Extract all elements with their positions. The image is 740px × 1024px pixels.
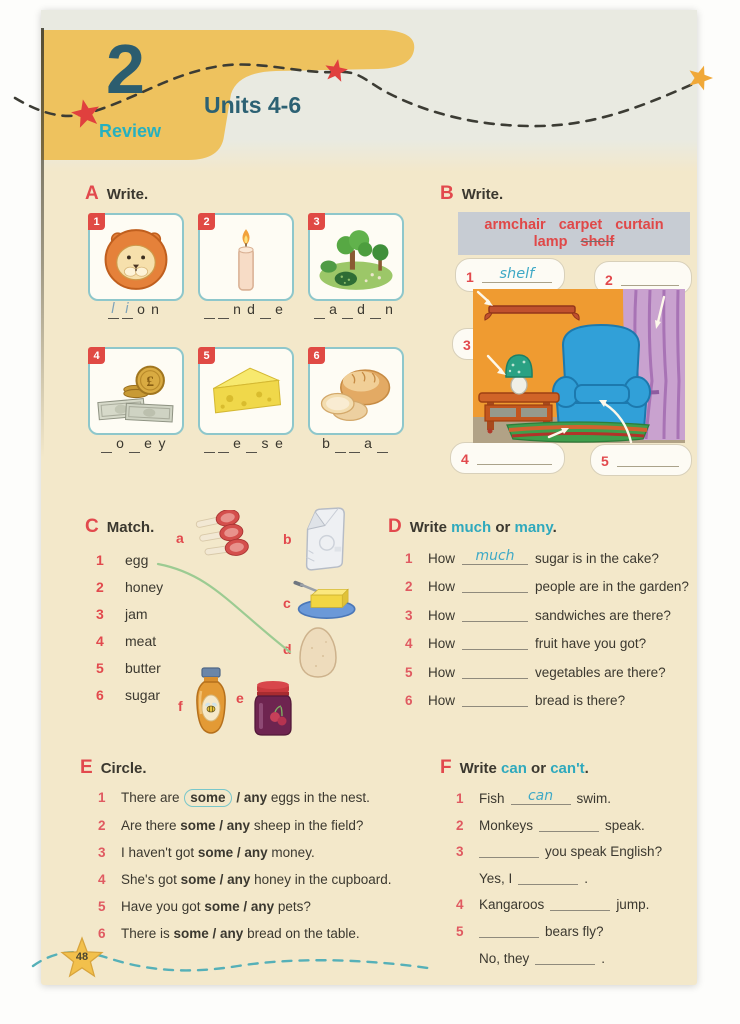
question-number: 2 — [456, 817, 464, 833]
letter-written: i — [122, 301, 133, 319]
question-text: you speak English? — [545, 844, 663, 860]
question-row — [456, 949, 694, 966]
lion-icon — [95, 224, 177, 295]
letter-blank — [335, 435, 346, 453]
answer-word — [82, 301, 186, 319]
item-number: 5 — [96, 660, 104, 676]
answer-text: much — [475, 549, 515, 564]
picture-letter: e — [236, 690, 244, 706]
letter-printed: o — [116, 435, 124, 451]
section-title: Circle. — [100, 760, 147, 777]
label-box — [455, 258, 565, 292]
section-b-header — [440, 183, 503, 205]
letter-printed: a — [364, 435, 372, 451]
letter-printed: d — [357, 301, 365, 317]
word-bank-word: lamp — [533, 234, 568, 250]
question-text: jump. — [616, 897, 650, 913]
picture-letter: b — [283, 531, 292, 547]
item-word: jam — [125, 606, 148, 622]
item-word: honey — [125, 579, 164, 595]
sentence-text: Are there some / any sheep in the field? — [121, 818, 364, 833]
page-number: 48 — [75, 951, 89, 963]
label-answer: shelf — [499, 266, 535, 282]
letter-printed: n — [151, 301, 159, 317]
title-part: Write — [409, 519, 452, 536]
word-bank — [458, 212, 690, 255]
question-text: No, they — [479, 950, 530, 966]
section-f-questions — [456, 789, 694, 966]
question-text: bread is there? — [535, 692, 626, 708]
item-word: egg — [125, 552, 149, 568]
answer-word — [192, 301, 296, 319]
question-text: vegetables are there? — [535, 664, 666, 680]
sentence-text: She's got some / any honey in the cupboard. — [121, 872, 392, 887]
answer-blank — [550, 895, 610, 911]
item-word: sugar — [125, 687, 161, 703]
letter-blank — [218, 435, 229, 453]
answer-word — [302, 301, 406, 319]
question-number: 3 — [456, 844, 464, 860]
card-number-badge: 5 — [198, 347, 215, 364]
card-number-badge: 1 — [88, 213, 105, 230]
question-text: How — [428, 664, 456, 680]
jam-icon — [248, 678, 298, 738]
sentence-row — [98, 872, 443, 888]
question-text: Kangaroos — [479, 897, 545, 913]
title-part: Write — [459, 760, 502, 777]
picture-card — [308, 347, 404, 435]
answer-word — [192, 435, 296, 453]
section-letter: C — [85, 516, 99, 537]
cheese-icon — [205, 358, 287, 429]
choice-bold: some / any — [180, 818, 251, 833]
section-c-header — [85, 516, 154, 538]
label-number: 4 — [461, 451, 469, 467]
word-bank-word: curtain — [615, 217, 664, 233]
question-number: 1 — [456, 791, 464, 806]
picture-card — [88, 347, 184, 435]
picture-letter: a — [176, 530, 184, 546]
question-number: 2 — [405, 579, 413, 595]
sentence-row — [98, 789, 443, 807]
question-row — [456, 922, 694, 939]
label-box — [590, 444, 692, 476]
letter-printed: e — [144, 435, 152, 451]
question-row — [405, 663, 697, 680]
item-number: 6 — [96, 687, 104, 703]
picture-letter: d — [283, 641, 292, 657]
question-number: 3 — [98, 845, 106, 860]
sentence-row — [98, 899, 443, 915]
word-bank-word: carpet — [558, 217, 603, 233]
sentence-text: There are some / any eggs in the nest. — [121, 790, 370, 805]
section-letter: E — [80, 757, 93, 778]
choice-bold: some / any — [204, 899, 275, 914]
garden-icon — [315, 224, 397, 295]
choice-bold: some / any — [197, 845, 268, 860]
title-part: . — [552, 519, 557, 536]
letter-blank — [129, 435, 140, 453]
label-box — [450, 442, 565, 474]
question-text: . — [584, 870, 589, 886]
money-icon — [95, 358, 177, 429]
item-number: 2 — [96, 579, 104, 595]
letter-printed: e — [275, 301, 283, 317]
question-row — [456, 789, 694, 806]
sentence-row — [98, 845, 443, 861]
picture-letter: f — [178, 698, 183, 714]
answer-blank — [462, 549, 528, 565]
question-number: 5 — [405, 664, 413, 680]
choice-bold: / any — [232, 790, 268, 805]
units-title: Units 4-6 — [204, 92, 302, 118]
letter-blank — [246, 435, 257, 453]
title-part: can't — [550, 760, 585, 777]
book-spine-shadow — [41, 28, 44, 458]
label-number: 5 — [601, 453, 609, 469]
label-number: 1 — [466, 269, 474, 285]
letter-printed: a — [329, 301, 337, 317]
answer-blank — [462, 606, 528, 622]
question-text: sandwiches are there? — [535, 607, 671, 623]
question-text: sugar is in the cake? — [535, 551, 659, 566]
section-d-questions — [405, 549, 697, 708]
letter-printed: n — [385, 301, 393, 317]
question-number: 4 — [456, 897, 464, 913]
question-text: How — [428, 551, 456, 566]
section-letter: D — [388, 516, 402, 537]
question-number: 2 — [98, 818, 106, 833]
question-row — [456, 895, 694, 912]
section-title: Write. — [461, 186, 504, 203]
candle-icon — [205, 224, 287, 295]
title-part: can — [501, 760, 527, 777]
question-text: bears fly? — [545, 923, 604, 939]
picture-card — [198, 347, 294, 435]
choice-bold: some / any — [180, 872, 251, 887]
sentence-text: I haven't got some / any money. — [121, 845, 315, 860]
question-text: speak. — [605, 817, 645, 833]
section-d-header — [388, 516, 557, 538]
question-row — [456, 869, 694, 886]
item-number: 3 — [96, 606, 104, 622]
letter-printed: e — [275, 435, 283, 451]
section-f-header — [440, 757, 589, 779]
answer-text: can — [527, 789, 554, 804]
letter-blank — [101, 435, 112, 453]
letter-printed: y — [158, 435, 166, 451]
title-part: many — [514, 519, 553, 536]
honey-icon — [191, 666, 231, 738]
card-number-badge: 6 — [308, 347, 325, 364]
letter-blank — [370, 301, 381, 319]
question-text: people are in the garden? — [535, 579, 689, 595]
answer-word — [302, 435, 406, 453]
letter-blank — [204, 301, 215, 319]
answer-blank — [535, 949, 595, 965]
letter-blank — [349, 435, 360, 453]
answer-blank — [511, 789, 571, 805]
sentence-row — [98, 818, 443, 834]
word-bank-line — [458, 217, 690, 233]
room-illustration — [473, 289, 685, 443]
label-number: 2 — [605, 272, 613, 288]
section-a-header — [85, 183, 148, 205]
answer-blank — [518, 869, 578, 885]
letter-printed: e — [233, 435, 241, 451]
section-e-sentences — [98, 789, 443, 942]
section-title: Match. — [106, 519, 155, 536]
question-number: 5 — [456, 923, 464, 939]
star-icon — [685, 62, 716, 92]
answer-blank — [539, 816, 599, 832]
letter-printed: b — [322, 435, 330, 451]
question-text: How — [428, 636, 456, 652]
answer-blank — [462, 634, 528, 650]
label-number: 3 — [463, 337, 471, 353]
question-text: Yes, I — [479, 870, 513, 886]
match-list-item — [96, 687, 163, 703]
question-row — [405, 691, 697, 708]
sentence-text: Have you got some / any pets? — [121, 899, 311, 914]
answer-word — [82, 435, 186, 453]
letter-written: l — [108, 301, 119, 319]
question-number: 3 — [405, 607, 413, 623]
label-blank — [482, 259, 552, 283]
letter-blank — [218, 301, 229, 319]
question-text: Fish — [479, 791, 505, 806]
item-number: 4 — [96, 633, 104, 649]
item-word: meat — [125, 633, 157, 649]
question-number: 5 — [98, 899, 106, 914]
label-blank — [621, 262, 679, 286]
picture-card — [88, 213, 184, 301]
letter-printed: o — [137, 301, 145, 317]
section-title: Write. — [106, 186, 149, 203]
letter-printed: d — [247, 301, 255, 317]
item-word: butter — [125, 660, 161, 676]
question-number: 6 — [405, 692, 413, 708]
question-text: How — [428, 579, 456, 595]
question-number: 6 — [98, 926, 106, 941]
letter-blank — [314, 301, 325, 319]
title-part: or — [526, 760, 551, 777]
question-text: How — [428, 692, 456, 708]
svg-text:£: £ — [146, 372, 155, 390]
letter-blank — [204, 435, 215, 453]
sentence-text: There is some / any bread on the table. — [121, 926, 360, 941]
answer-blank — [479, 842, 539, 858]
unit-number: 2 — [106, 30, 145, 108]
section-title — [410, 519, 557, 536]
armchair-illustration — [553, 325, 650, 434]
match-line-drawn — [140, 550, 320, 670]
label-blank — [617, 445, 679, 467]
picture-card — [308, 213, 404, 301]
question-number: 1 — [98, 790, 106, 805]
question-text: How — [428, 607, 456, 623]
title-part: much — [451, 519, 492, 536]
question-number: 1 — [405, 551, 413, 566]
answer-blank — [479, 922, 539, 938]
letter-blank — [342, 301, 353, 319]
question-text: Monkeys — [479, 817, 534, 833]
picture-letter: c — [283, 595, 291, 611]
question-number: 4 — [98, 872, 106, 887]
letter-blank — [260, 301, 271, 319]
section-e-header — [80, 757, 147, 779]
title-part: or — [491, 519, 515, 536]
choice-bold: some / any — [173, 926, 244, 941]
question-number: 4 — [405, 636, 413, 652]
review-label: Review — [99, 121, 162, 141]
circle-mark: some — [184, 789, 231, 807]
letter-blank — [377, 435, 388, 453]
word-bank-word: shelf — [580, 234, 615, 250]
question-text: swim. — [576, 791, 612, 806]
bread-icon — [315, 358, 397, 429]
card-number-badge: 2 — [198, 213, 215, 230]
section-letter: F — [440, 757, 452, 778]
question-row — [405, 549, 697, 566]
card-number-badge: 4 — [88, 347, 105, 364]
question-row — [405, 634, 697, 651]
picture-card — [198, 213, 294, 301]
word-bank-line — [458, 234, 690, 250]
item-number: 1 — [96, 552, 104, 568]
label-blank — [477, 443, 552, 465]
section-title — [460, 760, 589, 777]
letter-printed: n — [233, 301, 241, 317]
question-row — [405, 577, 697, 594]
answer-blank — [462, 577, 528, 593]
answer-blank — [462, 663, 528, 679]
question-row — [456, 816, 694, 833]
question-row — [405, 606, 697, 623]
section-letter: B — [440, 183, 454, 204]
question-text: fruit have you got? — [535, 636, 647, 652]
card-number-badge: 3 — [308, 213, 325, 230]
word-bank-word: armchair — [484, 217, 546, 233]
answer-blank — [462, 691, 528, 707]
question-row — [456, 842, 694, 859]
title-part: . — [584, 760, 589, 777]
question-text: . — [601, 950, 606, 966]
section-letter: A — [85, 183, 99, 204]
letter-printed: s — [261, 435, 269, 451]
